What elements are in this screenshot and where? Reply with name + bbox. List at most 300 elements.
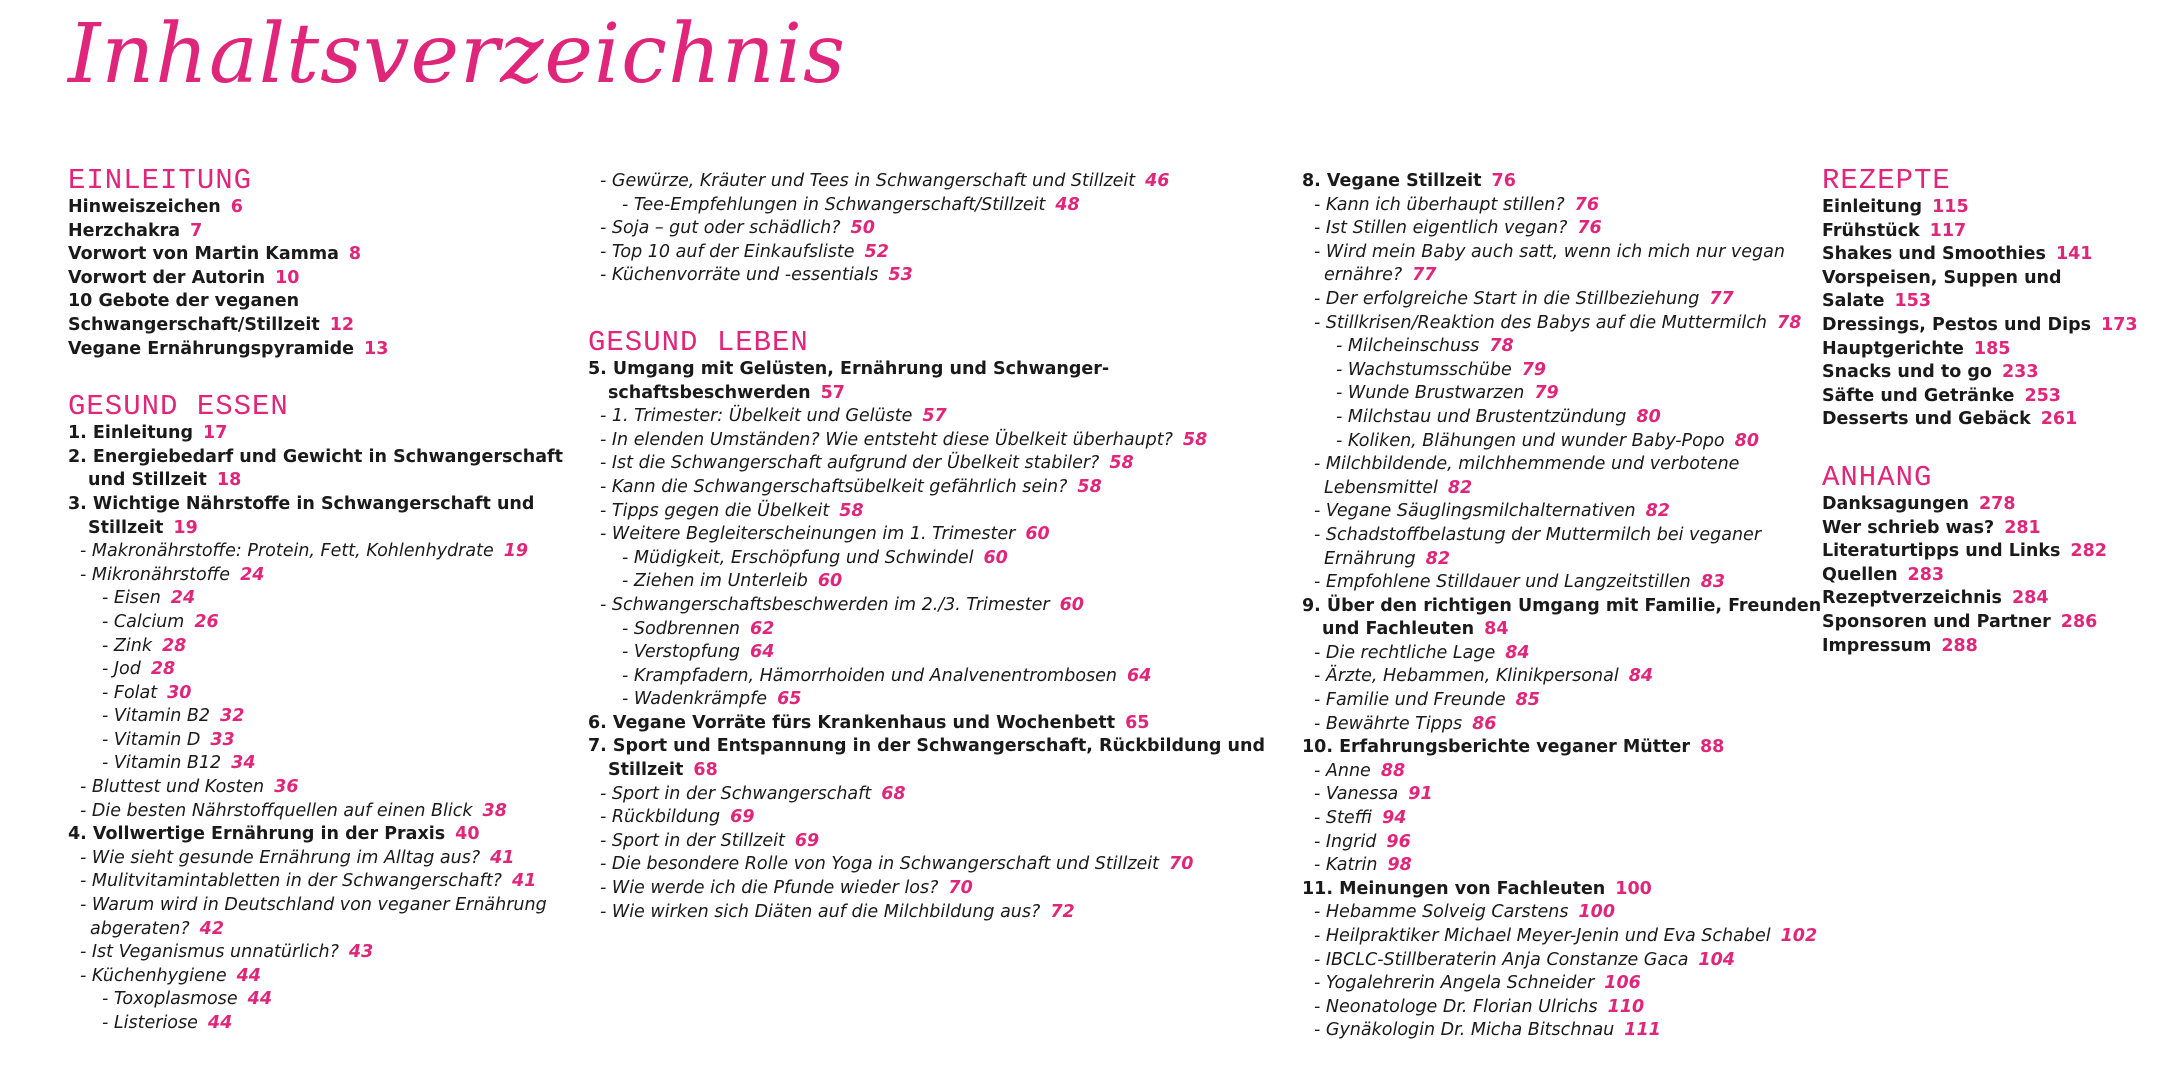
toc-entry-title: Empfohlene Stilldauer und Langzeitstillen [1325, 572, 1691, 593]
toc-entry-page: 44 [207, 1013, 233, 1033]
toc-entry-page: 88 [1700, 737, 1725, 758]
toc-entry-page: 60 [1025, 524, 1050, 545]
toc-entry-title: Weitere Begleiterscheinungen im 1. Trimester [611, 524, 1016, 545]
toc-entry-title: 3. Wichtige Nährstoffe in Schwangerschaft und Stillzeit [68, 493, 535, 538]
toc-entry[interactable] [1302, 571, 1822, 595]
toc-entry[interactable] [588, 170, 1288, 194]
toc-entry-page: 28 [150, 659, 176, 680]
toc-entry-title: Rückbildung [611, 807, 721, 828]
toc-entry-page: 38 [482, 800, 507, 821]
toc-entry-title: Wie sieht gesunde Ernährung im Alltag aus? [91, 847, 481, 868]
toc-entry-page: 13 [364, 338, 389, 359]
toc-entry[interactable] [1822, 196, 2152, 220]
toc-entry[interactable] [1302, 288, 1822, 312]
toc-entry-page: 98 [1387, 855, 1412, 876]
toc-entry[interactable] [588, 877, 1288, 901]
toc-entry-page: 34 [231, 753, 256, 774]
toc-entry-page: 83 [1700, 572, 1726, 593]
toc-entry[interactable] [1302, 972, 1822, 996]
toc-entry-title: Calcium [113, 611, 185, 632]
toc-entry-page: 62 [749, 618, 775, 639]
toc-entry[interactable] [588, 712, 1288, 736]
toc-entry-page: 286 [2060, 611, 2098, 632]
toc-entry[interactable] [1302, 359, 1822, 383]
toc-entry-page: 60 [983, 547, 1008, 568]
toc-entry-page: 106 [1604, 973, 1641, 994]
toc-entry[interactable] [1822, 220, 2152, 244]
toc-entry-title: Makronährstoffe: Protein, Fett, Kohlenhydrate [91, 541, 494, 562]
toc-entry[interactable] [1822, 408, 2152, 432]
toc-entry[interactable] [68, 705, 568, 729]
toc-entry-title: 5. Umgang mit Gelüsten, Ernährung und Schwanger-schaftsbeschwerden [588, 358, 1110, 403]
toc-entry-page: 58 [1077, 476, 1102, 497]
toc-entry[interactable] [1302, 831, 1822, 855]
toc-entry-page: 24 [170, 588, 196, 609]
toc-entry-page: 100 [1578, 902, 1616, 923]
toc-entry[interactable] [588, 783, 1288, 807]
toc-entry[interactable] [1822, 635, 2152, 659]
toc-entry-page: 60 [1059, 594, 1084, 615]
toc-entry-page: 141 [2055, 244, 2093, 265]
toc-entry-title: 10. Erfahrungsberichte veganer Mütter [1302, 737, 1690, 758]
toc-entry-page: 86 [1472, 713, 1497, 734]
toc-entry-title: Einleitung [1822, 197, 1923, 217]
toc-entry[interactable] [68, 290, 568, 337]
section-heading-einleitung: EINLEITUNG [68, 164, 253, 197]
section-heading-anhang: ANHANG [1822, 460, 1933, 494]
toc-entry[interactable] [68, 965, 568, 989]
toc-entry[interactable] [68, 941, 568, 965]
toc-entry-page: 41 [490, 847, 515, 868]
toc-entry[interactable] [68, 752, 568, 776]
toc-entry-title: 9. Über den richtigen Umgang mit Familie, Freunden und Fachleuten [1302, 595, 1822, 640]
toc-entry-page: 58 [839, 500, 864, 521]
section-einleitung-list [68, 196, 568, 361]
toc-entry[interactable] [68, 682, 568, 706]
toc-entry-title: Wie werde ich die Pfunde wieder los? [611, 878, 939, 899]
toc-entry[interactable] [68, 564, 568, 588]
toc-entry[interactable] [1302, 736, 1822, 760]
toc-entry[interactable] [588, 500, 1288, 524]
toc-entry[interactable] [588, 618, 1288, 642]
toc-entry-title: 4. Vollwertige Ernährung in der Praxis [68, 824, 446, 845]
toc-entry[interactable] [68, 267, 568, 291]
toc-entry-page: 60 [817, 571, 843, 592]
toc-entry-page: 19 [173, 517, 198, 538]
toc-entry[interactable] [1302, 1019, 1822, 1043]
toc-entry-page: 42 [199, 918, 224, 939]
toc-entry-title: Ist die Schwangerschaft aufgrund der Übelkeit stabiler? [611, 453, 1100, 474]
toc-entry-title: 10 Gebote der veganen Schwangerschaft/Stillzeit [68, 291, 320, 335]
toc-entry-title: Wadenkrämpfe [633, 689, 768, 710]
toc-entry[interactable] [68, 220, 568, 244]
toc-entry-title: Mulitvitamintabletten in der Schwangerschaft? [91, 871, 502, 892]
toc-entry-title: Vitamin B12 [113, 753, 222, 774]
toc-entry[interactable] [1302, 760, 1822, 784]
toc-entry[interactable] [588, 358, 1288, 405]
toc-entry-page: 57 [820, 382, 845, 403]
toc-entry[interactable] [1822, 243, 2152, 267]
toc-entry-page: 78 [1777, 312, 1802, 333]
toc-entry-page: 50 [850, 218, 875, 239]
toc-entry-title: Jod [113, 659, 141, 680]
toc-entry-title: Ist Stillen eigentlich vegan? [1325, 218, 1568, 239]
toc-column-4 [1822, 166, 2152, 658]
toc-entry[interactable] [68, 658, 568, 682]
toc-entry[interactable] [1302, 878, 1822, 902]
toc-entry-page: 84 [1628, 666, 1654, 687]
toc-entry[interactable] [588, 476, 1288, 500]
toc-entry[interactable] [588, 830, 1288, 854]
toc-entry-title: Vorspeisen, Suppen und Salate [1822, 267, 2062, 312]
toc-entry-title: Frühstück [1822, 220, 1920, 241]
toc-entry[interactable] [588, 194, 1288, 218]
toc-entry-page: 288 [1941, 635, 1978, 656]
toc-entry-page: 6 [230, 197, 243, 217]
toc-entry-page: 18 [216, 470, 242, 491]
toc-entry-title: Vitamin B2 [113, 706, 211, 727]
toc-entry-title: Literaturtipps und Links [1822, 541, 2061, 562]
toc-entry-page: 261 [2040, 409, 2078, 430]
toc-entry[interactable] [588, 547, 1288, 571]
toc-entry-title: Milchstau und Brustentzündung [1347, 406, 1627, 427]
toc-entry[interactable] [1302, 241, 1822, 288]
toc-entry[interactable] [1302, 595, 1822, 642]
toc-entry[interactable] [1822, 361, 2152, 385]
toc-entry[interactable] [68, 635, 568, 659]
toc-entry-title: Bewährte Tipps [1325, 713, 1463, 734]
toc-entry-title: Vegane Säuglingsmilchalternativen [1325, 501, 1636, 522]
toc-entry[interactable] [1302, 665, 1822, 689]
toc-entry[interactable] [1302, 312, 1822, 336]
toc-entry[interactable] [68, 611, 568, 635]
toc-entry-page: 41 [511, 871, 537, 892]
toc-entry-title: 8. Vegane Stillzeit [1302, 171, 1482, 191]
section-stillzeit-list [1302, 170, 1822, 1043]
toc-entry-page: 284 [2011, 588, 2049, 609]
toc-entry-page: 281 [2004, 517, 2041, 538]
toc-entry[interactable] [588, 806, 1288, 830]
toc-entry[interactable] [1822, 267, 2152, 314]
toc-entry-title: Neonatologe Dr. Florian Ulrichs [1325, 996, 1598, 1017]
toc-entry-page: 80 [1636, 406, 1661, 427]
toc-entry[interactable] [1822, 587, 2152, 611]
toc-entry-title: Bluttest und Kosten [91, 777, 265, 798]
toc-entry[interactable] [1302, 430, 1822, 454]
toc-column-1 [68, 166, 568, 1036]
toc-entry-page: 72 [1050, 901, 1075, 922]
toc-entry-title: Vegane Ernährungspyramide [68, 338, 355, 359]
toc-entry-title: Sport in der Schwangerschaft [611, 783, 872, 804]
toc-column-2 [588, 170, 1288, 924]
toc-entry[interactable] [1822, 338, 2152, 362]
toc-entry[interactable] [68, 587, 568, 611]
toc-entry-title: 2. Energiebedarf und Gewicht in Schwangerschaft und Stillzeit [68, 446, 563, 491]
toc-entry-page: 52 [864, 241, 889, 262]
toc-entry-title: Gynäkologin Dr. Micha Bitschnau [1325, 1020, 1615, 1041]
toc-entry-title: Zink [113, 635, 152, 656]
toc-entry[interactable] [1302, 854, 1822, 878]
toc-entry[interactable] [68, 729, 568, 753]
toc-entry-page: 58 [1182, 429, 1208, 450]
toc-entry-title: Top 10 auf der Einkaufsliste [611, 241, 855, 262]
toc-entry-title: Kann die Schwangerschaftsübelkeit gefährlich sein? [611, 476, 1068, 497]
toc-entry[interactable] [68, 894, 568, 941]
toc-entry-page: 153 [1894, 291, 1931, 312]
toc-entry-title: Sport in der Stillzeit [611, 830, 785, 851]
toc-entry-title: Hauptgerichte [1822, 338, 1964, 359]
toc-entry-page: 82 [1425, 548, 1451, 569]
toc-entry[interactable] [68, 493, 568, 540]
toc-entry-page: 91 [1408, 784, 1433, 805]
toc-entry[interactable] [1302, 713, 1822, 737]
toc-entry-page: 43 [348, 942, 374, 963]
toc-entry-page: 65 [777, 689, 802, 710]
toc-entry[interactable] [1822, 517, 2152, 541]
toc-entry-page: 282 [2070, 541, 2107, 562]
toc-entry[interactable] [68, 800, 568, 824]
toc-entry-title: Koliken, Blähungen und wunder Baby-Popo [1347, 430, 1725, 451]
toc-entry-title: Tipps gegen die Übelkeit [611, 500, 830, 521]
toc-entry-title: Müdigkeit, Erschöpfung und Schwindel [633, 547, 974, 568]
toc-entry-title: Familie und Freunde [1325, 690, 1506, 711]
toc-entry-page: 12 [329, 314, 355, 335]
toc-entry-title: Sponsoren und Partner [1822, 611, 2051, 632]
toc-entry[interactable] [1302, 170, 1822, 194]
toc-entry-page: 79 [1521, 359, 1547, 380]
toc-entry[interactable] [588, 641, 1288, 665]
toc-entry[interactable] [1302, 406, 1822, 430]
toc-entry-page: 78 [1489, 336, 1514, 357]
toc-entry[interactable] [1822, 314, 2152, 338]
toc-entry-page: 253 [2024, 385, 2061, 406]
toc-entry-page: 24 [240, 564, 265, 585]
toc-entry-title: 6. Vegane Vorräte fürs Krankenhaus und Wochenbett [588, 712, 1116, 733]
toc-entry[interactable] [588, 901, 1288, 925]
toc-entry-page: 33 [210, 729, 235, 750]
toc-entry[interactable] [588, 688, 1288, 712]
toc-entry-page: 44 [247, 989, 272, 1010]
toc-entry[interactable] [1302, 335, 1822, 359]
toc-entry[interactable] [1302, 996, 1822, 1020]
toc-entry-title: Eisen [113, 588, 161, 609]
toc-entry-page: 68 [881, 783, 906, 804]
section-rezepte-list [1822, 196, 2152, 432]
toc-entry-title: Vorwort der Autorin [68, 267, 266, 288]
toc-entry-title: Gewürze, Kräuter und Tees in Schwangerschaft und Stillzeit [611, 171, 1136, 191]
toc-entry-title: Küchenvorräte und -essentials [611, 265, 879, 286]
toc-entry[interactable] [1822, 385, 2152, 409]
toc-entry-page: 173 [2101, 314, 2138, 335]
toc-entry-title: Krampfadern, Hämorrhoiden und Analvenentrombosen [633, 665, 1118, 686]
toc-entry-page: 32 [220, 706, 245, 727]
toc-entry[interactable] [68, 196, 568, 220]
toc-entry[interactable] [588, 594, 1288, 618]
toc-entry-page: 70 [1169, 854, 1194, 875]
toc-entry-title: Wer schrieb was? [1822, 517, 1995, 538]
toc-entry-title: Rezeptverzeichnis [1822, 588, 2002, 609]
toc-entry-page: 88 [1380, 760, 1406, 781]
toc-entry-title: Wunde Brustwarzen [1347, 383, 1525, 404]
toc-entry-title: Kann ich überhaupt stillen? [1325, 194, 1565, 215]
toc-entry[interactable] [68, 776, 568, 800]
toc-entry-title: Küchenhygiene [91, 965, 227, 986]
toc-entry-title: Vanessa [1325, 784, 1399, 805]
toc-entry-page: 100 [1615, 878, 1652, 899]
toc-entry[interactable] [68, 446, 568, 493]
toc-entry[interactable] [588, 665, 1288, 689]
toc-entry[interactable] [588, 217, 1288, 241]
toc-entry-title: Steffi [1325, 808, 1373, 829]
toc-entry-title: Hinweiszeichen [68, 197, 221, 217]
toc-entry[interactable] [588, 452, 1288, 476]
toc-entry[interactable] [588, 853, 1288, 877]
toc-entry-title: Sodbrennen [633, 618, 740, 639]
toc-entry-page: 117 [1929, 220, 1967, 241]
toc-entry-page: 44 [236, 965, 261, 986]
toc-entry[interactable] [1302, 642, 1822, 666]
toc-entry[interactable] [1302, 689, 1822, 713]
toc-entry-title: Folat [113, 682, 158, 703]
toc-entry-page: 57 [922, 406, 947, 427]
toc-entry[interactable] [588, 429, 1288, 453]
toc-entry-page: 115 [1932, 197, 1969, 217]
toc-entry-page: 58 [1109, 453, 1134, 474]
toc-entry-page: 82 [1447, 477, 1473, 498]
toc-entry[interactable] [68, 422, 568, 446]
toc-entry-title: Tee-Empfehlungen in Schwangerschaft/Stillzeit [633, 194, 1046, 215]
toc-entry-title: Anne [1325, 760, 1371, 781]
toc-entry[interactable] [68, 823, 568, 847]
toc-entry-page: 26 [194, 611, 219, 632]
toc-entry-title: Ziehen im Unterleib [633, 571, 808, 592]
toc-entry-title: 11. Meinungen von Fachleuten [1302, 878, 1606, 899]
toc-entry-title: Verstopfung [633, 642, 741, 663]
toc-entry-page: 19 [503, 541, 529, 562]
toc-entry-title: Säfte und Getränke [1822, 385, 2015, 406]
toc-entry[interactable] [68, 540, 568, 564]
toc-entry-page: 111 [1624, 1020, 1661, 1041]
toc-entry[interactable] [588, 264, 1288, 288]
toc-entry-page: 65 [1125, 712, 1150, 733]
toc-entry[interactable] [1302, 901, 1822, 925]
toc-entry-title: Katrin [1325, 855, 1378, 876]
toc-entry-title: 7. Sport und Entspannung in der Schwangerschaft, Rückbildung und Stillzeit [588, 736, 1265, 781]
toc-entry[interactable] [1302, 949, 1822, 973]
toc-entry-page: 96 [1386, 831, 1411, 852]
toc-column-3 [1302, 170, 1822, 1043]
toc-entry-title: Die besten Nährstoffquellen auf einen Blick [91, 800, 473, 821]
toc-entry-page: 28 [161, 635, 187, 656]
toc-entry-page: 94 [1382, 808, 1407, 829]
toc-entry[interactable] [1822, 540, 2152, 564]
toc-entry-page: 283 [1907, 564, 1945, 585]
toc-entry[interactable] [1822, 493, 2152, 517]
toc-entry[interactable] [1302, 217, 1822, 241]
toc-entry-title: Listeriose [113, 1013, 198, 1033]
toc-entry-page: 84 [1505, 642, 1530, 663]
toc-entry-title: Wird mein Baby auch satt, wenn ich mich nur vegan ernähre? [1324, 241, 1785, 286]
toc-entry-title: Wie wirken sich Diäten auf die Milchbildung aus? [611, 901, 1041, 922]
toc-entry[interactable] [68, 988, 568, 1012]
toc-entry-title: Warum wird in Deutschland von veganer Ernährung abgeraten? [90, 895, 547, 939]
toc-entry-title: Mikronährstoffe [91, 564, 231, 585]
toc-entry[interactable] [68, 338, 568, 362]
toc-entry-page: 79 [1534, 383, 1559, 404]
page-title: Inhaltsverzeichnis [68, 7, 847, 102]
toc-entry-page: 70 [948, 878, 973, 899]
toc-entry[interactable] [1822, 611, 2152, 635]
toc-entry[interactable] [1302, 524, 1822, 571]
toc-entry[interactable] [588, 523, 1288, 547]
toc-entry[interactable] [1302, 453, 1822, 500]
toc-entry-title: Yogalehrerin Angela Schneider [1325, 973, 1595, 994]
toc-entry[interactable] [1822, 564, 2152, 588]
toc-entry-page: 233 [2001, 362, 2039, 383]
toc-entry[interactable] [588, 735, 1288, 782]
toc-entry-title: Schwangerschaftsbeschwerden im 2./3. Trimester [611, 594, 1050, 615]
toc-entry-title: Vitamin D [113, 729, 201, 750]
toc-entry-title: Snacks und to go [1822, 362, 1992, 383]
toc-entry-title: Wachstumsschübe [1347, 359, 1512, 380]
toc-entry-page: 68 [693, 760, 718, 781]
toc-entry-title: Hebamme Solveig Carstens [1325, 902, 1569, 923]
toc-entry[interactable] [1302, 500, 1822, 524]
toc-entry-title: Danksagungen [1822, 493, 1969, 514]
section-heading-gesund-leben: GESUND LEBEN [588, 325, 809, 359]
toc-entry-title: 1. Trimester: Übelkeit und Gelüste [611, 406, 913, 427]
toc-entry-title: IBCLC-Stillberaterin Anja Constanze Gaca [1325, 949, 1689, 970]
toc-entry-page: 48 [1055, 194, 1080, 215]
toc-entry[interactable] [68, 847, 568, 871]
toc-entry-page: 69 [794, 830, 820, 851]
toc-entry-page: 185 [1973, 338, 2011, 359]
toc-entry-page: 76 [1491, 171, 1516, 191]
toc-entry[interactable] [1302, 382, 1822, 406]
toc-entry-title: Der erfolgreiche Start in die Stillbeziehung [1325, 288, 1700, 309]
toc-entry-page: 7 [190, 220, 203, 241]
toc-entry[interactable] [588, 405, 1288, 429]
toc-entry[interactable] [1302, 194, 1822, 218]
toc-entry-page: 64 [750, 642, 775, 663]
toc-entry[interactable] [588, 241, 1288, 265]
toc-entry-page: 53 [888, 265, 913, 286]
toc-entry[interactable] [68, 243, 568, 267]
toc-entry-title: 1. Einleitung [68, 423, 194, 444]
toc-entry[interactable] [68, 870, 568, 894]
toc-entry-page: 278 [1978, 493, 2016, 514]
toc-entry[interactable] [1302, 807, 1822, 831]
toc-entry[interactable] [1302, 925, 1822, 949]
toc-entry-title: Stillkrisen/Reaktion des Babys auf die Muttermilch [1325, 312, 1768, 333]
toc-entry-title: Ingrid [1325, 831, 1377, 852]
toc-entry-title: Shakes und Smoothies [1822, 244, 2046, 265]
toc-entry-page: 8 [348, 244, 362, 265]
toc-entry-title: In elenden Umständen? Wie entsteht diese Übelkeit überhaupt? [611, 429, 1173, 450]
toc-entry-page: 77 [1412, 265, 1437, 286]
toc-entry-title: Soja – gut oder schädlich? [611, 218, 841, 239]
toc-entry[interactable] [1302, 783, 1822, 807]
toc-entry-page: 69 [730, 807, 755, 828]
toc-entry-title: Quellen [1822, 564, 1898, 585]
toc-entry-page: 64 [1127, 665, 1152, 686]
toc-entry-page: 30 [167, 682, 192, 703]
toc-entry[interactable] [68, 1012, 568, 1036]
toc-entry[interactable] [588, 570, 1288, 594]
toc-entry-title: Vorwort von Martin Kamma [68, 244, 339, 265]
toc-entry-page: 76 [1577, 218, 1602, 239]
toc-entry-title: Heilpraktiker Michael Meyer-Jenin und Eva Schabel [1325, 926, 1771, 946]
